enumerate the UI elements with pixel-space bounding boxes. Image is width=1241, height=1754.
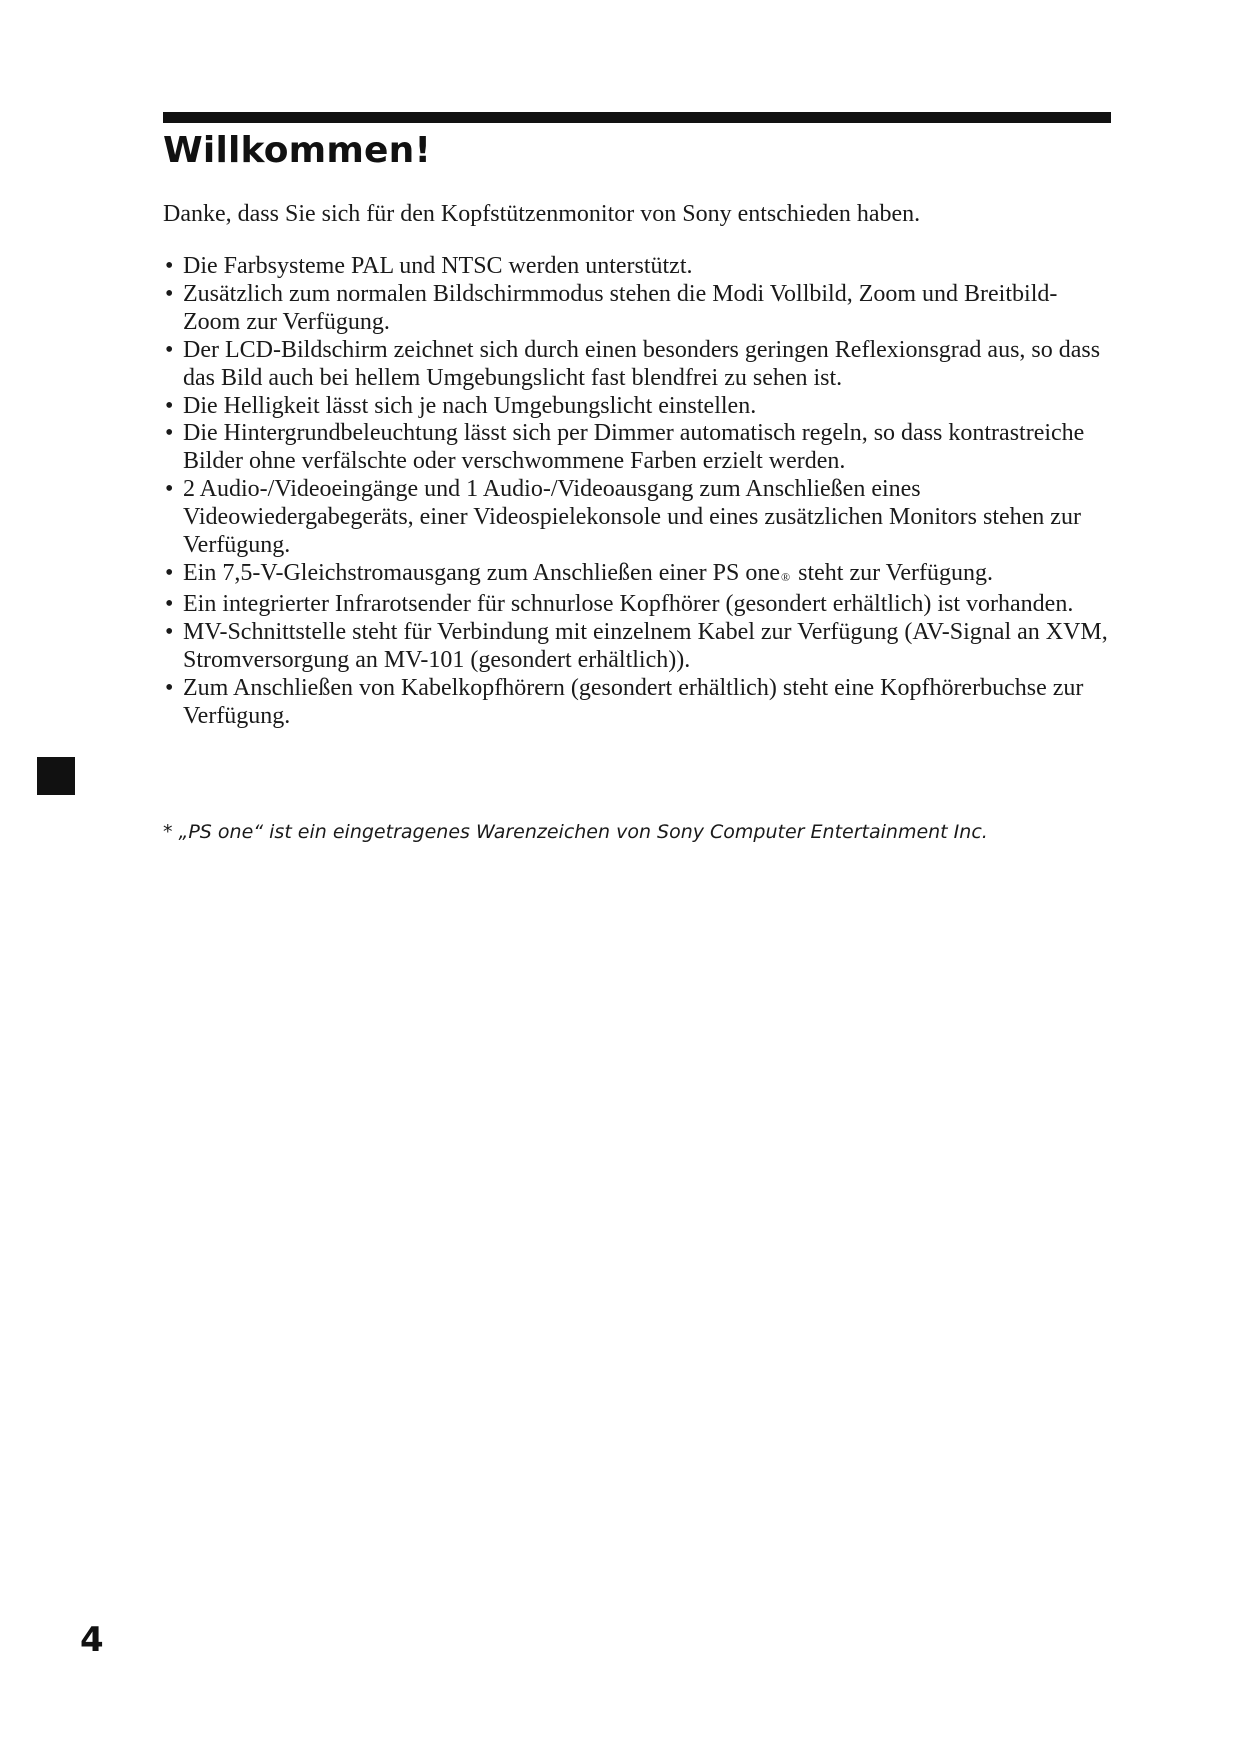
- list-item: [163, 619, 1113, 675]
- list-item-text: MV-Schnittstelle steht für Verbindung mit einzelnem Kabel zur Verfügung (AV-Signal an XVM, Stromversorgung an MV-101 (gesondert erhältlich)).: [183, 618, 1108, 673]
- list-item-text-before: Ein 7,5-V-Gleichstromausgang zum Anschließen einer PS one: [183, 559, 780, 586]
- bullet-icon: •: [165, 618, 174, 645]
- list-item-text: Die Hintergrundbeleuchtung lässt sich per Dimmer automatisch regeln, so dass kontrastreiche Bilder ohne verfälschte oder verschwommene Farben erzielt werden.: [183, 420, 1085, 475]
- list-item-ps-one: [163, 560, 1113, 591]
- bullet-icon: •: [165, 559, 174, 586]
- title-rule: [163, 112, 1111, 123]
- bullet-icon: •: [165, 674, 174, 701]
- list-item: [163, 420, 1113, 476]
- list-item-text-after: steht zur Verfügung.: [792, 559, 993, 586]
- footnote-asterisk: *: [163, 821, 173, 843]
- list-item: [163, 281, 1113, 337]
- page-title: Willkommen!: [163, 130, 432, 171]
- list-item-text: 2 Audio-/Videoeingänge und 1 Audio-/Videoausgang zum Anschließen eines Videowiedergabegeräts, einer Videospielekonsole und eines zusätzlichen Monitors stehen zur Verfügung.: [183, 476, 1081, 559]
- bullet-icon: •: [165, 590, 174, 617]
- list-item-text: Zum Anschließen von Kabelkopfhörern (gesondert erhältlich) steht eine Kopfhörerbuchse zur Verfügung.: [183, 674, 1084, 729]
- bullet-icon: •: [165, 336, 174, 363]
- list-item-text: Zusätzlich zum normalen Bildschirmmodus stehen die Modi Vollbild, Zoom und Breitbild-Zoom zur Verfügung.: [183, 280, 1058, 335]
- section-tab-marker: [37, 757, 75, 795]
- bullet-icon: •: [165, 420, 174, 447]
- list-item: [163, 591, 1113, 619]
- list-item: [163, 476, 1113, 560]
- registered-mark: ®: [781, 569, 791, 584]
- footnote-text: „PS one“ ist ein eingetragenes Warenzeichen von Sony Computer Entertainment Inc.: [178, 821, 988, 843]
- bullet-icon: •: [165, 280, 174, 307]
- bullet-icon: •: [165, 476, 174, 503]
- bullet-icon: •: [165, 392, 174, 419]
- list-item-text: Ein integrierter Infrarotsender für schnurlose Kopfhörer (gesondert erhältlich) ist vorhanden.: [183, 590, 1074, 617]
- trademark-footnote: [163, 818, 1113, 846]
- list-item-text: Die Farbsysteme PAL und NTSC werden unterstützt.: [183, 253, 693, 279]
- list-item-text: Der LCD-Bildschirm zeichnet sich durch einen besonders geringen Reflexionsgrad aus, so dass das Bild auch bei hellem Umgebungslicht fast blendfrei zu sehen ist.: [183, 336, 1101, 391]
- list-item: [163, 393, 1113, 421]
- page-number: 4: [80, 1620, 104, 1660]
- list-item: [163, 675, 1113, 731]
- intro-paragraph: Danke, dass Sie sich für den Kopfstützenmonitor von Sony entschieden haben.: [163, 201, 921, 227]
- list-item-text: Die Helligkeit lässt sich je nach Umgebungslicht einstellen.: [183, 392, 757, 419]
- list-item: [163, 337, 1113, 393]
- feature-list: [163, 253, 1113, 730]
- list-item: [163, 253, 1113, 281]
- bullet-icon: •: [165, 253, 174, 279]
